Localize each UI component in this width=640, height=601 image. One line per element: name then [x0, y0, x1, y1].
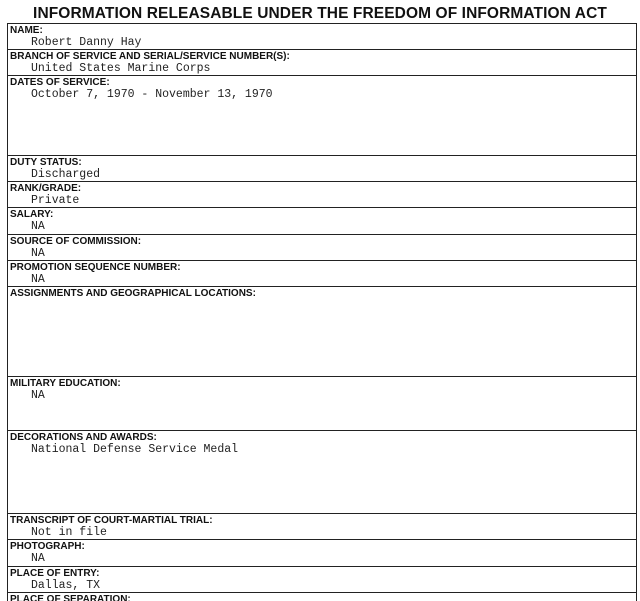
field-value: NA: [31, 389, 45, 402]
field-label: DATES OF SERVICE:: [10, 77, 110, 88]
field-value: National Defense Service Medal: [31, 443, 239, 456]
field-value: Dallas, TX: [31, 579, 101, 592]
record-form: [7, 23, 637, 601]
field-label: BRANCH OF SERVICE AND SERIAL/SERVICE NUMBER(S):: [10, 51, 290, 62]
field-branch: [8, 49, 636, 75]
field-label: NAME:: [10, 25, 43, 36]
field-military-education: [8, 376, 636, 430]
field-decorations-awards: [8, 430, 636, 513]
field-label: PROMOTION SEQUENCE NUMBER:: [10, 262, 181, 273]
field-source-of-commission: [8, 234, 636, 260]
field-name: [8, 23, 636, 49]
field-value: Private: [31, 194, 80, 207]
field-label: DECORATIONS AND AWARDS:: [10, 432, 157, 443]
field-rank-grade: [8, 181, 636, 207]
field-label: RANK/GRADE:: [10, 183, 82, 194]
document-title: INFORMATION RELEASABLE UNDER THE FREEDOM OF INFORMATION ACT: [33, 5, 607, 22]
field-value: NA: [31, 247, 45, 260]
field-label: TRANSCRIPT OF COURT-MARTIAL TRIAL:: [10, 515, 213, 526]
field-label: PLACE OF ENTRY:: [10, 568, 100, 579]
field-court-martial: [8, 513, 636, 539]
field-value: NA: [31, 273, 45, 286]
field-value: NA: [31, 220, 45, 233]
field-label: PHOTOGRAPH:: [10, 541, 85, 552]
field-value: Discharged: [31, 168, 101, 181]
field-label: DUTY STATUS:: [10, 157, 82, 168]
field-value: October 7, 1970 - November 13, 1970: [31, 88, 273, 101]
field-label: SALARY:: [10, 209, 54, 220]
field-label: MILITARY EDUCATION:: [10, 378, 121, 389]
field-duty-status: [8, 155, 636, 181]
field-photograph: [8, 539, 636, 566]
field-value: NA: [31, 552, 45, 565]
field-value: Robert Danny Hay: [31, 36, 142, 49]
field-value: United States Marine Corps: [31, 62, 211, 75]
field-value: Not in file: [31, 526, 107, 539]
field-salary: [8, 207, 636, 234]
field-label: PLACE OF SEPARATION:: [10, 594, 131, 601]
field-promotion-sequence: [8, 260, 636, 286]
field-label: ASSIGNMENTS AND GEOGRAPHICAL LOCATIONS:: [10, 288, 256, 299]
field-assignments: [8, 286, 636, 376]
field-label: SOURCE OF COMMISSION:: [10, 236, 142, 247]
field-place-of-separation: [8, 592, 636, 601]
field-dates-of-service: [8, 75, 636, 155]
field-place-of-entry: [8, 566, 636, 592]
